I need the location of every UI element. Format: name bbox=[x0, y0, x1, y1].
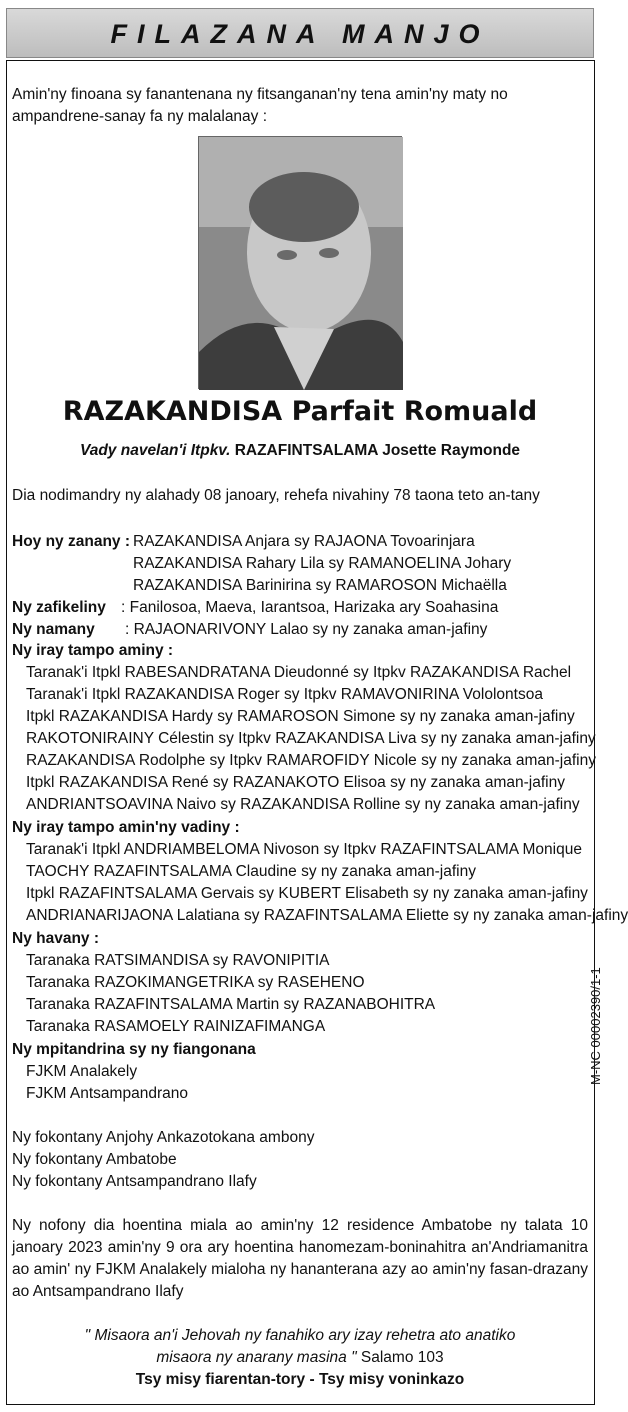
church-line: FJKM Analakely bbox=[26, 1063, 138, 1080]
spouse-name: RAZAFINTSALAMA Josette Raymonde bbox=[234, 442, 521, 459]
spouse-line bbox=[0, 442, 600, 460]
sibling-line: Taranak'i Itpkl RABESANDRATANA Dieudonné sy Itpkv RAZAKANDISA Rachel bbox=[26, 664, 572, 681]
relative-line: Taranaka RATSIMANDISA sy RAVONIPITIA bbox=[26, 952, 330, 969]
nephews-label: Ny namany bbox=[12, 621, 95, 638]
church-line: FJKM Antsampandrano bbox=[26, 1085, 188, 1102]
sibling-line: RAKOTONIRAINY Célestin sy Itpkv RAZAKANDISA Liva sy ny zanaka aman-jafiny bbox=[26, 730, 596, 747]
relative-line: Taranaka RAZOKIMANGETRIKA sy RASEHENO bbox=[26, 974, 365, 991]
death-notice: Dia nodimandry ny alahady 08 janoary, rehefa nivahiny 78 taona teto an-tany bbox=[12, 487, 540, 504]
spouse-prefix: Vady navelan'i Itpkv. bbox=[79, 442, 231, 459]
sibling-line: ANDRIANTSOAVINA Naivo sy RAZAKANDISA Rolline sy ny zanaka aman-jafiny bbox=[26, 796, 580, 813]
nephews-list: : RAJAONARIVONY Lalao sy ny zanaka aman-jafiny bbox=[125, 621, 488, 638]
children-label: Hoy ny zanany : bbox=[12, 533, 130, 550]
deceased-name: RAZAKANDISA Parfait Romuald bbox=[62, 396, 538, 427]
child-line: RAZAKANDISA Anjara sy RAJAONA Tovoarinjara bbox=[133, 533, 475, 550]
grandchildren-label: Ny zafikeliny bbox=[12, 599, 106, 616]
relative-line: Taranaka RASAMOELY RAINIZAFIMANGA bbox=[26, 1018, 326, 1035]
portrait-image bbox=[199, 137, 403, 390]
funeral-details: Ny nofony dia hoentina miala ao amin'ny 12 residence Ambatobe ny talata 10 janoary 2023 amin'ny 9 ora ary hoentina hanomezam-boninahitra an'Andriamanitra ao amin' ny FJKM Analakely mialoha ny hananterana azy ao amin'ny fasan-drazany ao Antsampandrano Ilafy bbox=[12, 1217, 588, 1300]
grandchildren-list: : Fanilosoa, Maeva, Iarantsoa, Harizaka ary Soahasina bbox=[121, 599, 499, 616]
in-law-line: Taranak'i Itpkl ANDRIAMBELOMA Nivoson sy Itpkv RAZAFINTSALAMA Monique bbox=[26, 841, 582, 858]
quote-line-1: " Misaora an'i Jehovah ny fanahiko ary izay rehetra ato anatiko bbox=[84, 1327, 516, 1344]
fokontany-line: Ny fokontany Ambatobe bbox=[12, 1151, 177, 1168]
fokontany-line: Ny fokontany Antsampandrano Ilafy bbox=[12, 1173, 257, 1190]
sibling-line: Itpkl RAZAKANDISA René sy RAZANAKOTO Elisoa sy ny zanaka aman-jafiny bbox=[26, 774, 565, 791]
sibling-line: RAZAKANDISA Rodolphe sy Itpkv RAMAROFIDY Nicole sy ny zanaka aman-jafiny bbox=[26, 752, 596, 769]
relative-line: Taranaka RAZAFINTSALAMA Martin sy RAZANABOHITRA bbox=[26, 996, 436, 1013]
child-line: RAZAKANDISA Rahary Lila sy RAMANOELINA Johary bbox=[133, 555, 512, 572]
sibling-line: Taranak'i Itpkl RAZAKANDISA Roger sy Itpkv RAMAVONIRINA Vololontsoa bbox=[26, 686, 543, 703]
in-laws-label: Ny iray tampo amin'ny vadiny : bbox=[12, 819, 240, 836]
quote-line-2 bbox=[0, 1347, 600, 1368]
quote-text: misaora ny anarany masina " bbox=[156, 1349, 357, 1366]
intro-text: Amin'ny finoana sy fanantenana ny fitsanganan'ny tena amin'ny maty no ampandrene-sanay fa ny malalanay : bbox=[12, 86, 508, 125]
in-law-line: TAOCHY RAZAFINTSALAMA Claudine sy ny zanaka aman-jafiny bbox=[26, 863, 476, 880]
siblings-label: Ny iray tampo aminy : bbox=[12, 642, 174, 659]
child-line: RAZAKANDISA Barinirina sy RAMAROSON Michaëlla bbox=[133, 577, 507, 594]
quote-source: Salamo 103 bbox=[360, 1349, 444, 1366]
relatives-label: Ny havany : bbox=[12, 930, 100, 947]
closing-line: Tsy misy fiarentan-tory - Tsy misy voninkazo bbox=[135, 1371, 465, 1388]
fokontany-line: Ny fokontany Anjohy Ankazotokana ambony bbox=[12, 1129, 315, 1146]
deceased-photo bbox=[198, 136, 402, 389]
church-label: Ny mpitandrina sy ny fiangonana bbox=[12, 1041, 256, 1058]
reference-code: M-NC 00002390/1-1 bbox=[588, 967, 603, 1085]
in-law-line: Itpkl RAZAFINTSALAMA Gervais sy KUBERT Elisabeth sy ny zanaka aman-jafiny bbox=[26, 885, 588, 902]
sibling-line: Itpkl RAZAKANDISA Hardy sy RAMAROSON Simone sy ny zanaka aman-jafiny bbox=[26, 708, 575, 725]
in-law-line: ANDRIANARIJAONA Lalatiana sy RAZAFINTSALAMA Eliette sy ny zanaka aman-jafiny bbox=[26, 907, 628, 924]
page-title: FILAZANA MANJO bbox=[110, 19, 490, 49]
